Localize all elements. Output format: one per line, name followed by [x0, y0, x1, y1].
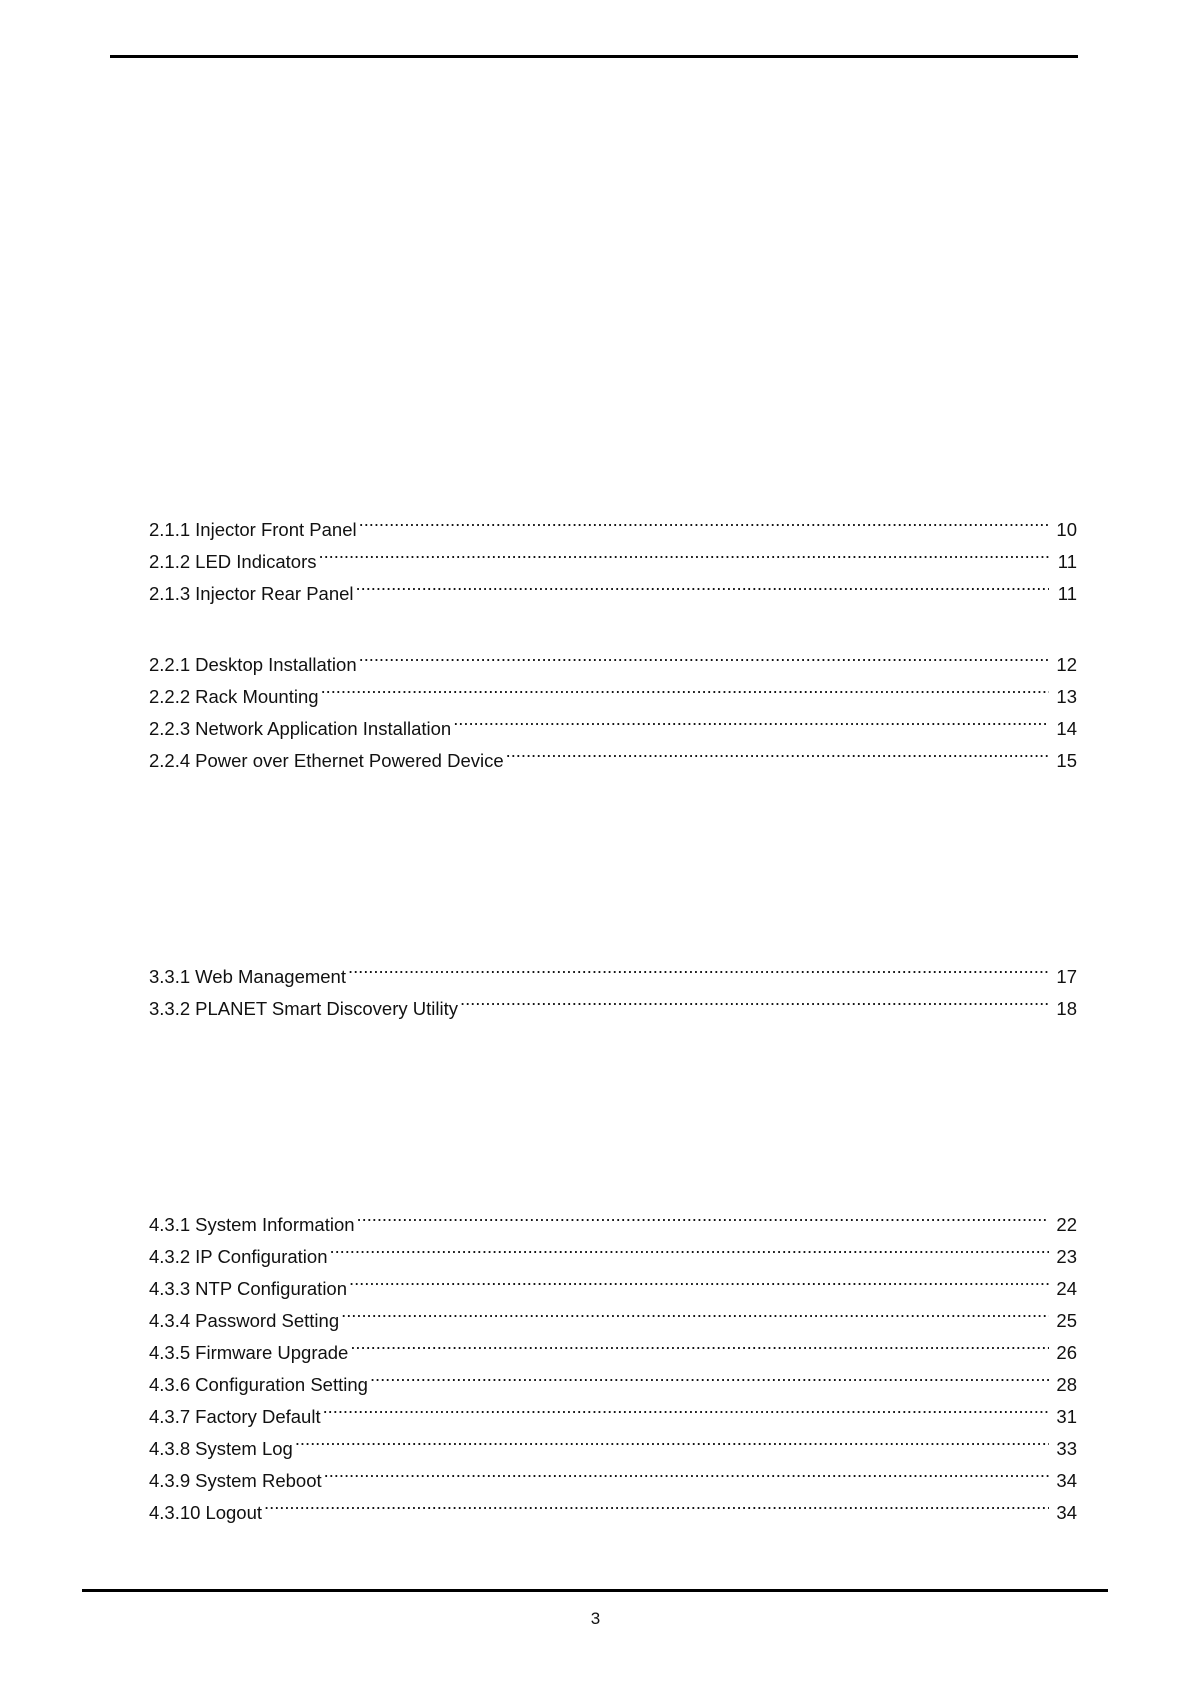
- toc-entry-page: 28: [1056, 1374, 1077, 1395]
- toc-dot-leader: [324, 1455, 1049, 1487]
- toc-entry-title: Injector Front Panel: [195, 519, 357, 540]
- toc-entry-number: 3.3.2: [149, 998, 191, 1019]
- toc-dot-leader: [359, 639, 1049, 671]
- toc-entry-number: 4.3.9: [149, 1470, 191, 1491]
- toc-entry-title: NTP Configuration: [195, 1278, 348, 1299]
- toc-entry-title: IP Configuration: [195, 1246, 328, 1267]
- toc-entry-page: 26: [1056, 1342, 1077, 1363]
- footer-rule: [82, 1589, 1108, 1592]
- toc-entry-title: Power over Ethernet Powered Device: [195, 750, 504, 771]
- toc-entry-number: 3.3.1: [149, 966, 191, 987]
- toc-entry-number: 2.2.3: [149, 718, 191, 739]
- toc-entry-title: Factory Default: [195, 1406, 321, 1427]
- toc-entry-page: 11: [1057, 551, 1077, 572]
- toc-entry-number: 2.2.1: [149, 654, 191, 675]
- toc-entry-page: 12: [1056, 654, 1077, 675]
- toc-entry-number: 4.3.4: [149, 1310, 191, 1331]
- toc-dot-leader: [357, 1199, 1049, 1231]
- toc-entry-page: 18: [1056, 998, 1077, 1019]
- page-number: 3: [590, 1609, 601, 1628]
- toc-dot-leader: [453, 703, 1049, 735]
- toc-entry-page: 17: [1056, 966, 1077, 987]
- toc-dot-leader: [329, 1231, 1049, 1263]
- toc-entry-number: 4.3.2: [149, 1246, 191, 1267]
- toc-entry-title: Logout: [205, 1502, 263, 1523]
- toc-entry-page: 22: [1056, 1214, 1077, 1235]
- toc-entry-page: 25: [1056, 1310, 1077, 1331]
- toc-entry[interactable]: [149, 1199, 1077, 1235]
- toc-entry-page: 31: [1056, 1406, 1077, 1427]
- toc-dot-leader: [350, 1327, 1049, 1359]
- toc-entry[interactable]: [149, 1487, 1077, 1523]
- toc-entry-page: 34: [1056, 1502, 1077, 1523]
- toc-dot-leader: [319, 536, 1050, 568]
- toc-entry-page: 11: [1057, 583, 1077, 604]
- toc-entry-number: 2.1.2: [149, 551, 191, 572]
- toc-entry[interactable]: [149, 951, 1077, 987]
- toc-entry-number: 4.3.7: [149, 1406, 191, 1427]
- toc-entry-page: 34: [1056, 1470, 1077, 1491]
- toc-entry-number: 4.3.10: [149, 1502, 201, 1523]
- toc-entry-title: Password Setting: [195, 1310, 340, 1331]
- toc-group-2-1: [149, 504, 1077, 604]
- toc-dot-leader: [506, 735, 1049, 767]
- toc-entry-title: Desktop Installation: [195, 654, 357, 675]
- toc-entry-page: 24: [1056, 1278, 1077, 1299]
- toc-group-3-3: [149, 951, 1077, 1019]
- toc-entry-page: 23: [1056, 1246, 1077, 1267]
- toc-dot-leader: [370, 1359, 1049, 1391]
- toc-dot-leader: [295, 1423, 1049, 1455]
- toc-entry-title: Web Management: [195, 966, 346, 987]
- toc-dot-leader: [323, 1391, 1049, 1423]
- toc-dot-leader: [341, 1295, 1049, 1327]
- toc-entry-title: Network Application Installation: [195, 718, 452, 739]
- toc-entry-title: Firmware Upgrade: [195, 1342, 349, 1363]
- toc-dot-leader: [349, 1263, 1049, 1295]
- header-rule: [110, 55, 1078, 58]
- toc-dot-leader: [460, 983, 1049, 1015]
- toc-entry-number: 4.3.8: [149, 1438, 191, 1459]
- toc-entry-page: 33: [1056, 1438, 1077, 1459]
- toc-entry-number: 4.3.6: [149, 1374, 191, 1395]
- toc-entry-number: 4.3.1: [149, 1214, 191, 1235]
- toc-entry-title: System Log: [195, 1438, 293, 1459]
- toc-entry-title: PLANET Smart Discovery Utility: [195, 998, 458, 1019]
- toc-dot-leader: [321, 671, 1049, 703]
- toc-entry-page: 14: [1056, 718, 1077, 739]
- toc-entry-number: 4.3.3: [149, 1278, 191, 1299]
- toc-entry[interactable]: [149, 504, 1077, 540]
- toc-entry[interactable]: [149, 639, 1077, 675]
- toc-entry-title: Rack Mounting: [195, 686, 319, 707]
- toc-entry-number: 4.3.5: [149, 1342, 191, 1363]
- toc-entry-page: 13: [1056, 686, 1077, 707]
- toc-entry-number: 2.1.3: [149, 583, 191, 604]
- toc-entry-title: System Reboot: [195, 1470, 322, 1491]
- toc-entry-page: 15: [1056, 750, 1077, 771]
- toc-group-4-3: [149, 1199, 1077, 1523]
- toc-entry-page: 10: [1056, 519, 1077, 540]
- toc-entry-title: Configuration Setting: [195, 1374, 368, 1395]
- toc-entry-number: 2.1.1: [149, 519, 191, 540]
- toc-dot-leader: [359, 504, 1049, 536]
- toc-group-2-2: [149, 639, 1077, 771]
- toc-entry-title: System Information: [195, 1214, 355, 1235]
- toc-dot-leader: [348, 951, 1049, 983]
- toc-dot-leader: [264, 1487, 1049, 1519]
- toc-entry-title: LED Indicators: [195, 551, 317, 572]
- toc-entry-number: 2.2.2: [149, 686, 191, 707]
- toc-dot-leader: [356, 568, 1049, 600]
- toc-entry-number: 2.2.4: [149, 750, 191, 771]
- toc-entry-title: Injector Rear Panel: [195, 583, 354, 604]
